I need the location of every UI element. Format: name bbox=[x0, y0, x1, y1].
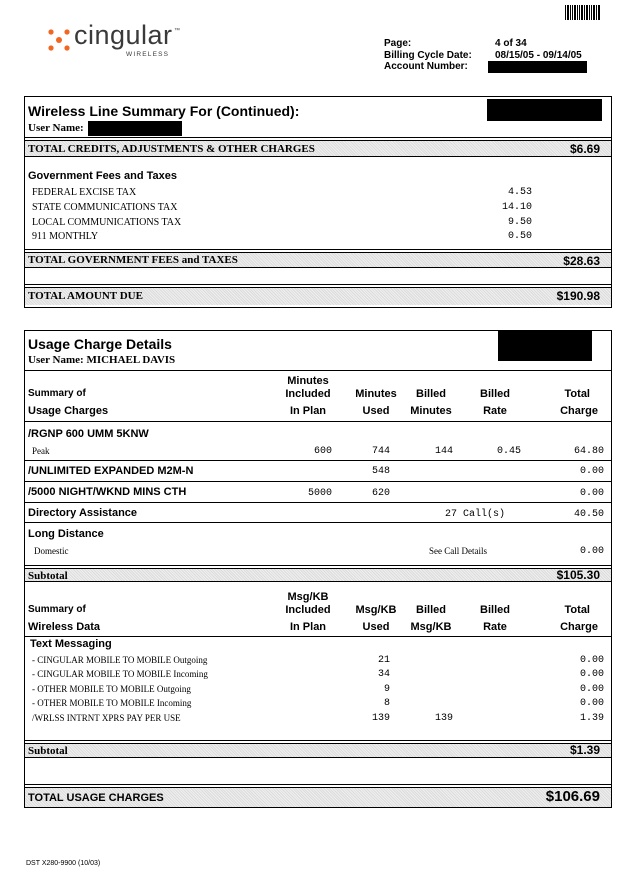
text-item-charge: 0.00 bbox=[579, 655, 604, 666]
col-summary: Wireless Data bbox=[28, 621, 101, 633]
gov-item-value: 0.50 bbox=[507, 231, 532, 242]
long-distance-label: Long Distance bbox=[28, 528, 104, 540]
col-used: Used bbox=[362, 621, 390, 633]
gov-item-label: STATE COMMUNICATIONS TAX bbox=[32, 202, 178, 213]
col-used: Minutes bbox=[355, 388, 397, 400]
subtotal-data-value: $1.39 bbox=[569, 743, 600, 757]
total-gov-label: TOTAL GOVERNMENT FEES and TAXES bbox=[28, 254, 238, 266]
gov-item-value: 14.10 bbox=[501, 202, 532, 213]
plan-title: /RGNP 600 UMM 5KNW bbox=[28, 428, 149, 440]
page-value: 4 of 34 bbox=[495, 38, 527, 49]
text-item-charge: 0.00 bbox=[579, 669, 604, 680]
directory-label: Directory Assistance bbox=[28, 507, 138, 519]
barcode-graphic bbox=[565, 5, 601, 20]
m2m-charge: 0.00 bbox=[579, 466, 604, 477]
col-billed: Billed bbox=[416, 388, 446, 400]
directory-calls: 27 Call(s) bbox=[444, 509, 505, 520]
col-included: In Plan bbox=[289, 621, 327, 633]
text-messaging-title: Text Messaging bbox=[30, 638, 112, 650]
text-item-label: - OTHER MOBILE TO MOBILE Outgoing bbox=[32, 684, 191, 694]
text-item-billed: 139 bbox=[434, 713, 453, 724]
text-item-used: 21 bbox=[377, 655, 390, 666]
night-used: 620 bbox=[371, 488, 390, 499]
text-item-label: - OTHER MOBILE TO MOBILE Incoming bbox=[32, 698, 192, 708]
col-rate: Billed bbox=[480, 604, 510, 616]
peak-label: Peak bbox=[32, 446, 50, 456]
summary-user-label: User Name: bbox=[28, 122, 84, 134]
total-usage-label: TOTAL USAGE CHARGES bbox=[28, 792, 164, 804]
gov-item-value: 4.53 bbox=[507, 187, 532, 198]
col-used: Msg/KB bbox=[355, 604, 397, 616]
col-summary: Usage Charges bbox=[28, 405, 109, 417]
text-item-used: 9 bbox=[383, 684, 390, 695]
text-item-charge: 0.00 bbox=[579, 684, 604, 695]
text-item-label: - CINGULAR MOBILE TO MOBILE Incoming bbox=[32, 669, 208, 679]
gov-item-label: 911 MONTHLY bbox=[32, 231, 99, 242]
night-included: 5000 bbox=[307, 488, 332, 499]
gov-item-label: LOCAL COMMUNICATIONS TAX bbox=[32, 217, 182, 228]
col-summary: Summary of bbox=[28, 604, 86, 615]
total-gov-value: $28.63 bbox=[563, 254, 600, 268]
total-due-value: $190.98 bbox=[556, 289, 600, 303]
total-credits-value: $6.69 bbox=[569, 142, 600, 156]
peak-rate: 0.45 bbox=[496, 446, 521, 457]
logo-tm: ™ bbox=[174, 28, 180, 34]
page-label: Page: bbox=[384, 38, 412, 49]
m2m-label: /UNLIMITED EXPANDED M2M-N bbox=[28, 465, 194, 477]
see-call-details: See Call Details bbox=[429, 546, 487, 556]
logo-sub: WIRELESS bbox=[126, 51, 170, 58]
night-label: /5000 NIGHT/WKND MINS CTH bbox=[28, 486, 187, 498]
cingular-logo bbox=[48, 20, 188, 60]
col-billed: Msg/KB bbox=[410, 621, 452, 633]
subtotal-voice-label: Subtotal bbox=[28, 570, 68, 582]
account-label: Account Number: bbox=[384, 61, 468, 72]
m2m-used: 548 bbox=[371, 466, 390, 477]
total-usage-value: $106.69 bbox=[545, 788, 600, 805]
usage-title: Usage Charge Details bbox=[28, 336, 172, 352]
text-item-charge: 0.00 bbox=[579, 698, 604, 709]
col-summary: Summary of bbox=[28, 388, 86, 399]
cycle-label: Billing Cycle Date: bbox=[384, 50, 472, 61]
gov-fees-title: Government Fees and Taxes bbox=[28, 170, 177, 182]
cycle-value: 08/15/05 - 09/14/05 bbox=[495, 50, 582, 61]
night-charge: 0.00 bbox=[579, 488, 604, 499]
peak-included: 600 bbox=[313, 446, 332, 457]
summary-title-redaction bbox=[487, 99, 602, 121]
text-item-used: 8 bbox=[383, 698, 390, 709]
col-rate: Billed bbox=[480, 388, 510, 400]
long-distance-charge: 0.00 bbox=[579, 546, 604, 557]
account-number-redaction bbox=[488, 61, 587, 73]
text-item-charge: 1.39 bbox=[579, 713, 604, 724]
peak-charge: 64.80 bbox=[573, 446, 604, 457]
col-included: Msg/KB bbox=[287, 591, 329, 603]
col-total: Total bbox=[564, 604, 590, 616]
barcode bbox=[565, 5, 601, 20]
usage-title-redaction bbox=[498, 331, 592, 361]
peak-billed: 144 bbox=[434, 446, 453, 457]
total-due-label: TOTAL AMOUNT DUE bbox=[28, 290, 143, 302]
text-item-label: /WRLSS INTRNT XPRS PAY PER USE bbox=[32, 713, 181, 723]
col-rate: Rate bbox=[483, 405, 507, 417]
cingular-x-icon bbox=[48, 29, 70, 51]
gov-item-label: FEDERAL EXCISE TAX bbox=[32, 187, 137, 198]
summary-user-redaction bbox=[88, 121, 182, 136]
text-item-label: - CINGULAR MOBILE TO MOBILE Outgoing bbox=[32, 655, 208, 665]
subtotal-data-label: Subtotal bbox=[28, 745, 68, 757]
col-total: Charge bbox=[560, 621, 598, 633]
col-included: Included bbox=[285, 388, 331, 400]
text-item-used: 139 bbox=[371, 713, 390, 724]
col-included: Included bbox=[285, 604, 331, 616]
total-credits-label: TOTAL CREDITS, ADJUSTMENTS & OTHER CHARGES bbox=[28, 143, 315, 155]
col-rate: Rate bbox=[483, 621, 507, 633]
long-distance-sub: Domestic bbox=[34, 546, 69, 556]
form-number: DST X280-9900 (10/03) bbox=[26, 860, 101, 867]
col-used: Used bbox=[362, 405, 390, 417]
col-billed: Minutes bbox=[410, 405, 452, 417]
text-item-used: 34 bbox=[377, 669, 390, 680]
col-included: Minutes bbox=[287, 375, 329, 387]
gov-item-value: 9.50 bbox=[507, 217, 532, 228]
peak-used: 744 bbox=[371, 446, 390, 457]
subtotal-voice-value: $105.30 bbox=[556, 568, 600, 582]
directory-charge: 40.50 bbox=[573, 509, 604, 520]
col-included: In Plan bbox=[289, 405, 327, 417]
col-total: Total bbox=[564, 388, 590, 400]
col-billed: Billed bbox=[416, 604, 446, 616]
summary-title: Wireless Line Summary For (Continued): bbox=[28, 103, 300, 119]
logo-brand: cingular bbox=[74, 20, 173, 50]
col-total: Charge bbox=[560, 405, 598, 417]
usage-user-name: User Name: MICHAEL DAVIS bbox=[28, 354, 176, 366]
